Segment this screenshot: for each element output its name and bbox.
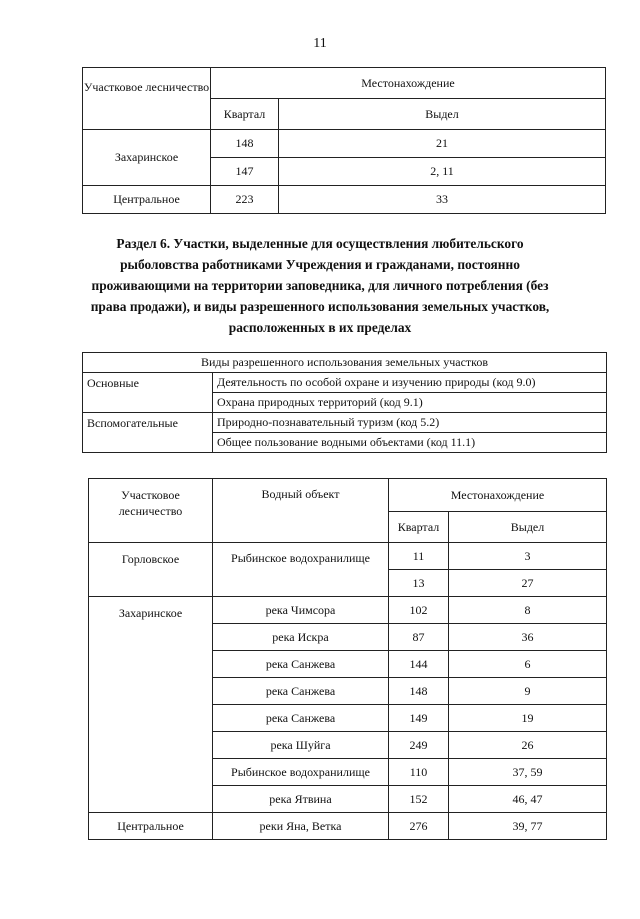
header-forestry: Участковое лесничество — [89, 479, 213, 543]
land-use-header: Виды разрешенного использования земельных участков — [83, 353, 607, 373]
cell-quarter: 148 — [211, 130, 279, 158]
header-water-object: Водный объект — [213, 479, 389, 543]
page-number: 11 — [313, 36, 327, 51]
cell-quarter: 148 — [389, 678, 449, 705]
table-row — [89, 543, 607, 570]
cell-plot: 27 — [449, 570, 607, 597]
table-row — [89, 813, 607, 840]
header-quarter: Квартал — [389, 512, 449, 543]
cell-quarter: 13 — [389, 570, 449, 597]
cell-quarter: 276 — [389, 813, 449, 840]
land-use-table — [82, 352, 607, 453]
cell-plot: 21 — [279, 130, 606, 158]
cell-quarter: 152 — [389, 786, 449, 813]
cell-water-object: Рыбинское водохранилище — [213, 543, 389, 597]
cell-plot: 37, 59 — [449, 759, 607, 786]
table-row — [83, 130, 606, 158]
header-forestry: Участковое лесничество — [83, 68, 211, 130]
cell-plot: 6 — [449, 651, 607, 678]
cell-plot: 3 — [449, 543, 607, 570]
section-heading: Раздел 6. Участки, выделенные для осуществления любительского рыболовства работниками Учреждения и гражданами, постоянно проживающими на территории заповедника, для личного потребления (без права продажи), и виды разрешенного использования земельных участков, расположенных в их пределах — [90, 236, 550, 335]
group-name: Вспомогательные — [83, 413, 213, 453]
table-row — [83, 186, 606, 214]
table-row — [89, 597, 607, 624]
cell-quarter: 149 — [389, 705, 449, 732]
cell-plot: 19 — [449, 705, 607, 732]
cell-plot: 2, 11 — [279, 158, 606, 186]
forestry-location-table — [82, 67, 606, 214]
cell-quarter: 144 — [389, 651, 449, 678]
table-row — [83, 413, 607, 433]
cell-forestry: Центральное — [89, 813, 213, 840]
cell-water-object: река Ятвина — [213, 786, 389, 813]
cell-water-object: река Шуйга — [213, 732, 389, 759]
table-row — [83, 373, 607, 393]
cell-forestry: Захаринское — [83, 130, 211, 186]
land-use-item: Охрана природных территорий (код 9.1) — [213, 393, 607, 413]
cell-quarter: 11 — [389, 543, 449, 570]
land-use-item: Природно-познавательный туризм (код 5.2) — [213, 413, 607, 433]
cell-water-object: реки Яна, Ветка — [213, 813, 389, 840]
water-objects-table — [88, 478, 607, 840]
cell-quarter: 249 — [389, 732, 449, 759]
cell-plot: 9 — [449, 678, 607, 705]
cell-quarter: 102 — [389, 597, 449, 624]
header-plot: Выдел — [449, 512, 607, 543]
cell-water-object: Рыбинское водохранилище — [213, 759, 389, 786]
cell-water-object: река Санжева — [213, 678, 389, 705]
cell-plot: 46, 47 — [449, 786, 607, 813]
cell-quarter: 223 — [211, 186, 279, 214]
cell-plot: 39, 77 — [449, 813, 607, 840]
cell-quarter: 110 — [389, 759, 449, 786]
cell-plot: 26 — [449, 732, 607, 759]
header-location: Местонахождение — [389, 479, 607, 512]
group-name: Основные — [83, 373, 213, 413]
land-use-item: Деятельность по особой охране и изучению природы (код 9.0) — [213, 373, 607, 393]
header-quarter: Квартал — [211, 99, 279, 130]
cell-quarter: 147 — [211, 158, 279, 186]
header-location: Местонахождение — [211, 68, 606, 99]
cell-water-object: река Санжева — [213, 705, 389, 732]
cell-forestry: Горловское — [89, 543, 213, 597]
cell-forestry: Захаринское — [89, 597, 213, 813]
cell-water-object: река Санжева — [213, 651, 389, 678]
cell-quarter: 87 — [389, 624, 449, 651]
cell-water-object: река Чимсора — [213, 597, 389, 624]
cell-forestry: Центральное — [83, 186, 211, 214]
cell-plot: 36 — [449, 624, 607, 651]
cell-water-object: река Искра — [213, 624, 389, 651]
header-plot: Выдел — [279, 99, 606, 130]
land-use-item: Общее пользование водными объектами (код 11.1) — [213, 433, 607, 453]
cell-plot: 33 — [279, 186, 606, 214]
cell-plot: 8 — [449, 597, 607, 624]
